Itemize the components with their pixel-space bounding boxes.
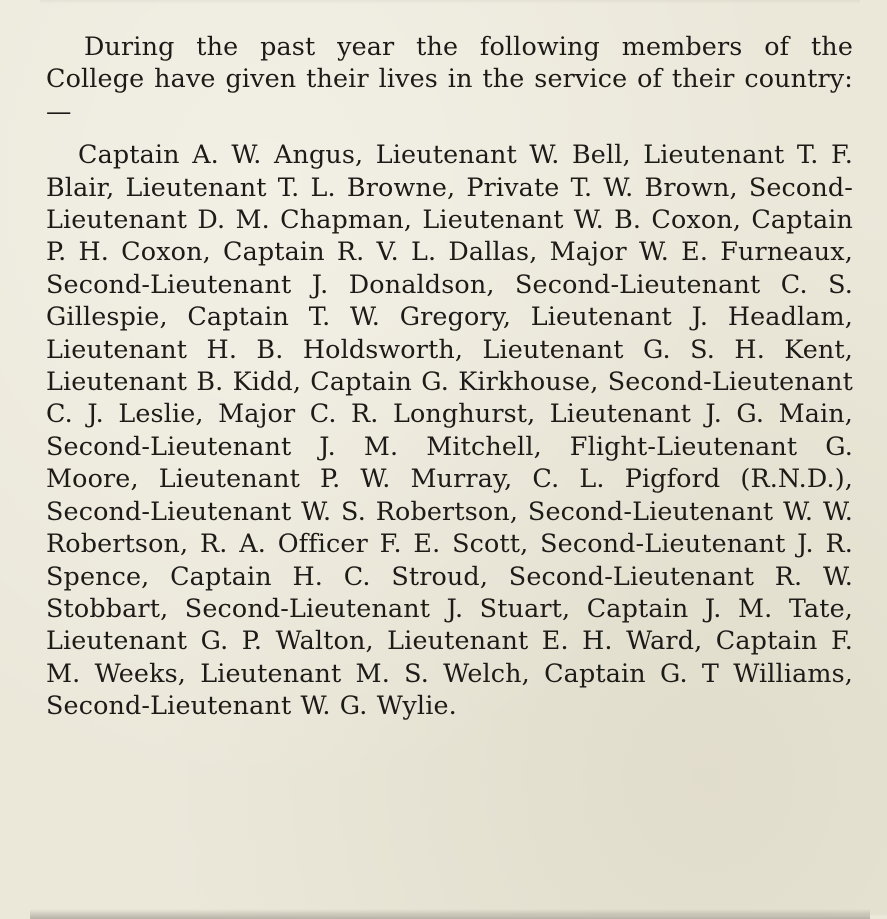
memorial-text-block	[46, 30, 853, 722]
intro-paragraph: During the past year the following members of the College have given their lives in the service of their country:—	[46, 31, 853, 126]
page-bottom-edge	[30, 909, 870, 919]
names-paragraph: Captain A. W. Angus, Lieutenant W. Bell, Lieutenant T. F. Blair, Lieutenant T. L. Browne, Private T. W. Brown, Second-Lieutenant D. M. Chapman, Lieutenant W. B. Coxon, Captain P. H. Coxon, Captain R. V. L. Dallas, Major W. E. Furneaux, Second-Lieutenant J. Donaldson, Second-Lieutenant C. S. Gillespie, Captain T. W. Gregory, Lieutenant J. Headlam, Lieutenant H. B. Holdsworth, Lieutenant G. S. H. Kent, Lieutenant B. Kidd, Captain G. Kirkhouse, Second-Lieutenant C. J. Leslie, Major C. R. Longhurst, Lieutenant J. G. Main, Second-Lieutenant J. M. Mitchell, Flight-Lieutenant G. Moore, Lieutenant P. W. Murray, C. L. Pigford (R.N.D.), Second-Lieutenant W. S. Robertson, Second-Lieutenant W. W. Robertson, R. A. Officer F. E. Scott, Second-Lieutenant J. R. Spence, Captain H. C. Stroud, Second-Lieutenant R. W. Stobbart, Second-Lieutenant J. Stuart, Captain J. M. Tate, Lieutenant G. P. Walton, Lieutenant E. H. Ward, Captain F. M. Weeks, Lieutenant M. S. Welch, Captain G. T Williams, Second-Lieutenant W. G. Wylie.	[46, 139, 853, 721]
previous-page-edge	[40, 0, 860, 4]
